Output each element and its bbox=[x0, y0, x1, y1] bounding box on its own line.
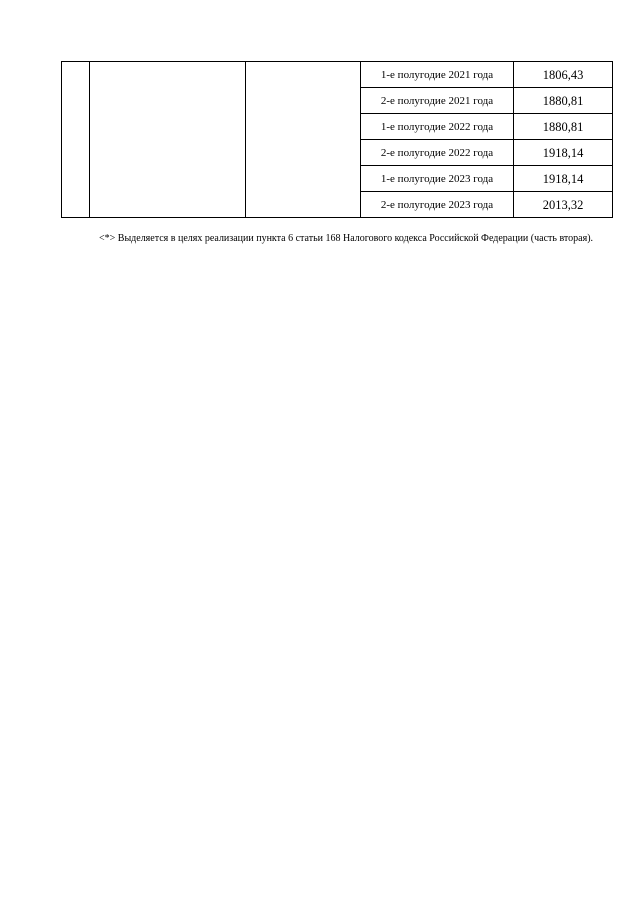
footnote: <*> Выделяется в целях реализации пункта 6 статьи 168 Налогового кодекса Российской Федерации (часть вторая). bbox=[99, 233, 594, 244]
table-cell-period: 2-е полугодие 2022 года bbox=[361, 140, 514, 166]
table-cell-period: 1-е полугодие 2021 года bbox=[361, 62, 514, 88]
table-cell-value: 1918,14 bbox=[514, 140, 613, 166]
table-cell-value: 1918,14 bbox=[514, 166, 613, 192]
table-cell-value: 1880,81 bbox=[514, 88, 613, 114]
table-cell-period: 2-е полугодие 2021 года bbox=[361, 88, 514, 114]
table-cell-value: 1880,81 bbox=[514, 114, 613, 140]
table-cell-period: 1-е полугодие 2022 года bbox=[361, 114, 514, 140]
table-cell-value: 1806,43 bbox=[514, 62, 613, 88]
table-cell-period: 2-е полугодие 2023 года bbox=[361, 192, 514, 218]
table-row bbox=[62, 62, 613, 88]
table-cell-period: 1-е полугодие 2023 года bbox=[361, 166, 514, 192]
table-cell-category-merged bbox=[246, 62, 361, 218]
tariff-table bbox=[61, 61, 613, 218]
table-cell-number-merged bbox=[62, 62, 90, 218]
table-cell-value: 2013,32 bbox=[514, 192, 613, 218]
table-cell-name-merged bbox=[90, 62, 246, 218]
